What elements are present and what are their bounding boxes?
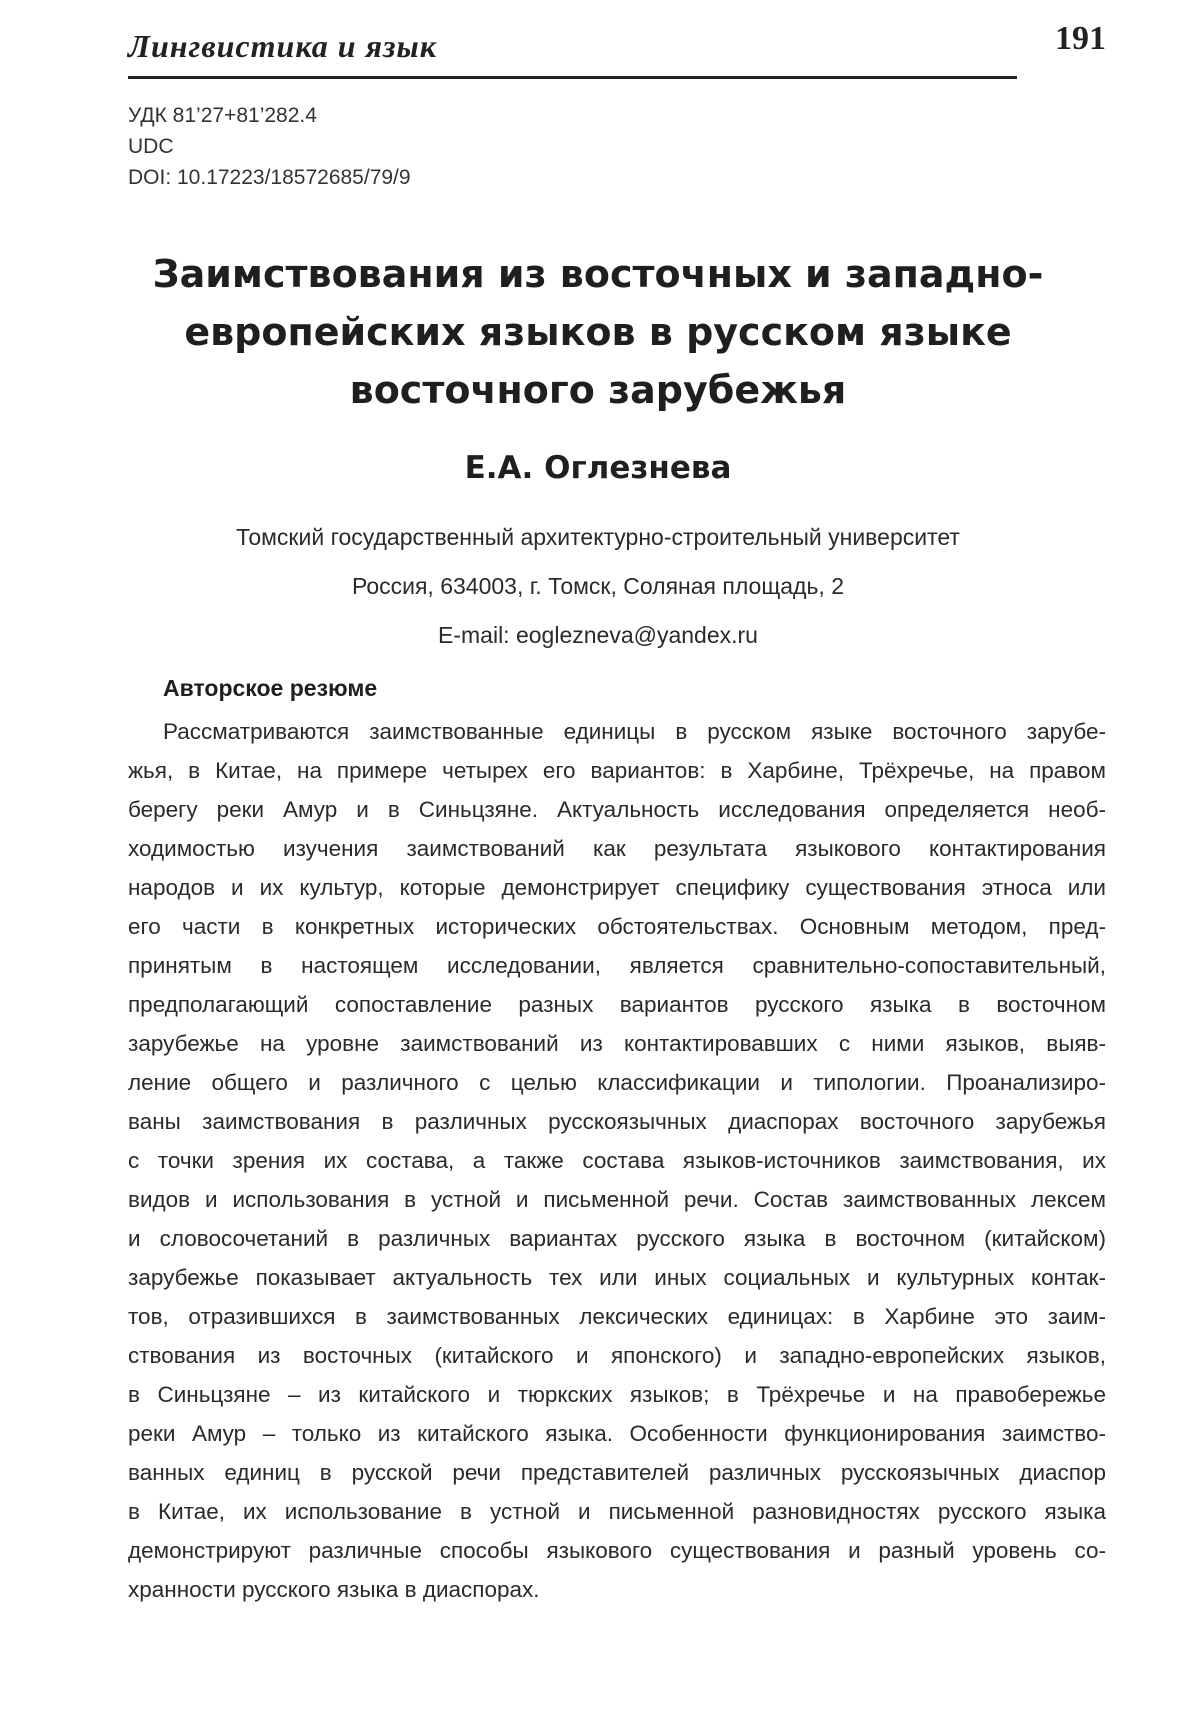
abstract-line: Рассматриваются заимствованные единицы в русском языке восточного зарубе- [163, 719, 1106, 744]
abstract-line: ствования из восточных (китайского и японского) и западно-европейских языков, [128, 1343, 1106, 1368]
abstract-line: ходимостью изучения заимствований как результата языкового контактирования [128, 836, 1106, 861]
abstract-line: и словосочетаний в различных вариантах русского языка в восточном (китайском) [128, 1226, 1106, 1251]
udc-label: UDC [128, 135, 174, 158]
abstract-line: зарубежье показывает актуальность тех или иных социальных и культурных контак- [128, 1265, 1106, 1290]
abstract-body [128, 712, 1106, 1609]
title-line: восточного зарубежья [349, 368, 847, 412]
udk-code: УДК 81’27+81’282.4 [128, 104, 317, 127]
abstract-line: ваны заимствования в различных русскоязычных диаспорах восточного зарубежья [128, 1109, 1106, 1134]
abstract-line: предполагающий сопоставление разных вариантов русского языка в восточном [128, 992, 1106, 1017]
abstract-line: реки Амур – только из китайского языка. Особенности функционирования заимство- [128, 1421, 1106, 1446]
affiliation-address: Россия, 634003, г. Томск, Соляная площадь, 2 [351, 573, 845, 599]
abstract-line: принятым в настоящем исследовании, является сравнительно-сопоставительный, [128, 953, 1106, 978]
page-number: 191 [1055, 20, 1106, 57]
author-affiliation [128, 513, 1068, 660]
abstract-line: его части в конкретных исторических обстоятельствах. Основным методом, пред- [128, 914, 1106, 939]
abstract-line: народов и их культур, которые демонстрирует специфику существования этноса или [128, 875, 1106, 900]
article-meta [128, 100, 411, 193]
abstract-heading: Авторское резюме [163, 675, 378, 701]
abstract-line: в Синьцзяне – из китайского и тюркских языков; в Трёхречье и на правобережье [128, 1382, 1106, 1407]
running-head-title: Лингвистика и язык [128, 28, 437, 64]
abstract-line: с точки зрения их состава, а также состава языков-источников заимствования, их [128, 1148, 1106, 1173]
abstract-line: хранности русского языка в диаспорах. [128, 1577, 540, 1602]
abstract-line: демонстрируют различные способы языкового существования и разный уровень со- [128, 1538, 1106, 1563]
article-title [128, 245, 1068, 419]
abstract-line: ванных единиц в русской речи представителей различных русскоязычных диаспор [128, 1460, 1106, 1485]
affiliation-university: Томский государственный архитектурно-строительный университет [236, 524, 960, 550]
affiliation-email: E-mail: eoglezneva@yandex.ru [438, 622, 758, 648]
abstract-line: ление общего и различного с целью классификации и типологии. Проанализиро- [128, 1070, 1106, 1095]
header-rule [128, 76, 1017, 79]
abstract-line: зарубежье на уровне заимствований из контактировавших с ними языков, выяв- [128, 1031, 1106, 1056]
author-name: Е.А. Оглезнева [464, 450, 732, 486]
title-line: Заимствования из восточных и западно- [152, 252, 1044, 296]
abstract-line: жья, в Китае, на примере четырех его вариантов: в Харбине, Трёхречье, на правом [128, 758, 1106, 783]
doi: DOI: 10.17223/18572685/79/9 [128, 166, 411, 189]
abstract-line: видов и использования в устной и письменной речи. Состав заимствованных лексем [128, 1187, 1106, 1212]
abstract-line: в Китае, их использование в устной и письменной разновидностях русского языка [128, 1499, 1106, 1524]
abstract-line: тов, отразившихся в заимствованных лексических единицах: в Харбине это заим- [128, 1304, 1106, 1329]
abstract-line: берегу реки Амур и в Синьцзяне. Актуальность исследования определяется необ- [128, 797, 1106, 822]
title-line: европейских языков в русском языке [184, 310, 1012, 354]
